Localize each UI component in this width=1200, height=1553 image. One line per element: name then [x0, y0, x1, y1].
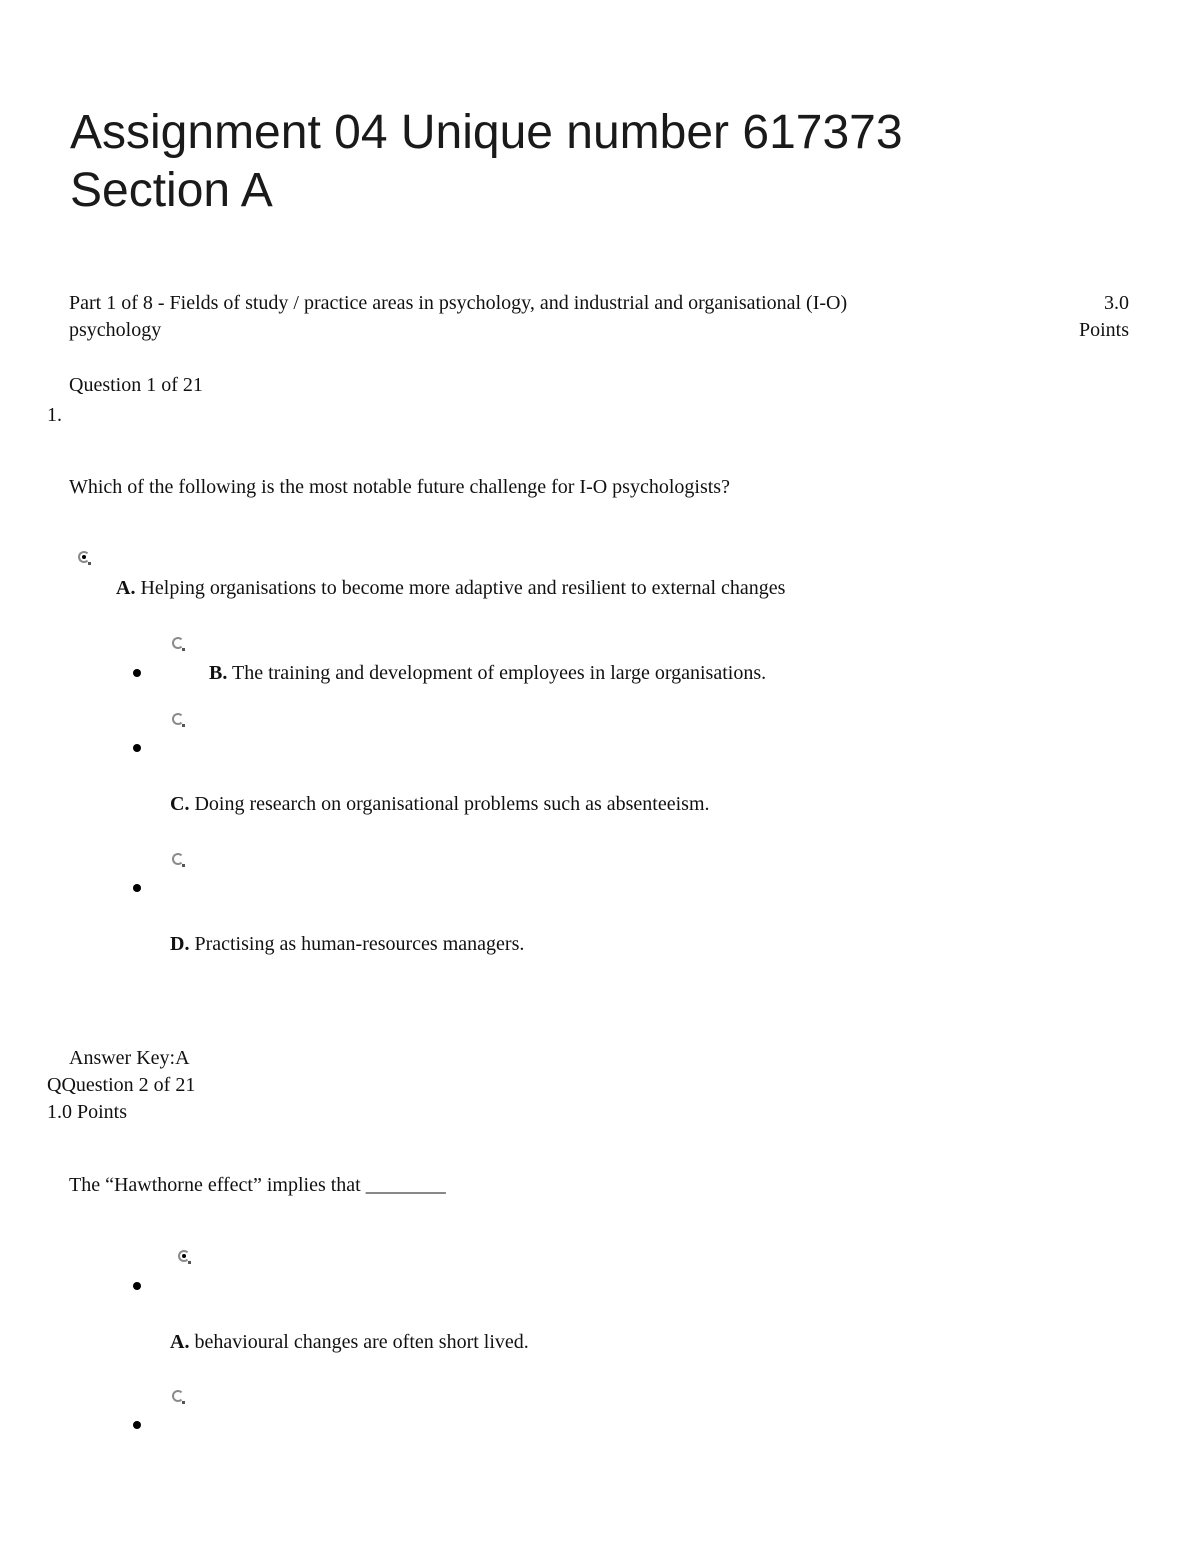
question-2-points: 1.0 Points — [47, 1101, 128, 1123]
radio-tick — [182, 648, 185, 651]
option-text: behavioural changes are often short lived. — [189, 1331, 529, 1353]
bullet-icon — [133, 884, 141, 892]
question-2-prompt: The “Hawthorne effect” implies that ________ — [69, 1174, 446, 1196]
page-title-line-2: Section A — [70, 164, 273, 217]
option-text: The training and development of employees in large organisations. — [227, 662, 767, 684]
radio-tick — [182, 724, 185, 727]
question-1-option-b-radio[interactable] — [172, 637, 184, 649]
option-letter: A. — [116, 577, 136, 599]
bullet-icon — [133, 1282, 141, 1290]
page-title-line-1: Assignment 04 Unique number 617373 — [70, 106, 903, 159]
part-points-label: Points — [1078, 319, 1129, 341]
question-1-option-a-radio[interactable] — [78, 551, 90, 563]
question-1-counter: Question 1 of 21 — [69, 374, 203, 396]
option-text: Doing research on organisational problems such as absenteeism. — [189, 793, 710, 815]
radio-tick — [188, 1261, 191, 1264]
bullet-icon — [133, 744, 141, 752]
radio-selected-dot — [82, 555, 86, 559]
question-1-prompt: Which of the following is the most notable future challenge for I-O psychologists? — [69, 476, 730, 498]
part-points-value: 3.0 — [1104, 292, 1129, 314]
option-text: Practising as human-resources managers. — [189, 933, 525, 955]
question-1-option-c — [170, 791, 710, 818]
option-letter: B. — [209, 662, 228, 684]
question-1-option-a — [116, 575, 785, 602]
option-letter: D. — [170, 933, 190, 955]
radio-tick — [182, 1401, 185, 1404]
radio-tick — [88, 562, 91, 565]
option-text: Helping organisations to become more adaptive and resilient to external changes — [135, 577, 786, 599]
question-1-answer-key: Answer Key:A — [69, 1047, 190, 1069]
option-letter: A. — [170, 1331, 190, 1353]
bullet-icon — [133, 1421, 141, 1429]
part-heading-line-1: Part 1 of 8 - Fields of study / practice areas in psychology, and industrial and organisational (I-O) — [69, 292, 848, 314]
question-1-option-d — [170, 931, 524, 958]
question-2-option-b-radio[interactable] — [172, 1390, 184, 1402]
question-2-counter: QQuestion 2 of 21 — [47, 1074, 196, 1096]
option-letter: C. — [170, 793, 190, 815]
radio-tick — [182, 864, 185, 867]
radio-selected-dot — [182, 1254, 186, 1258]
question-1-option-b — [209, 660, 766, 687]
part-heading-line-2: psychology — [69, 319, 162, 341]
question-1-number: 1. — [47, 404, 62, 426]
bullet-icon — [133, 669, 141, 677]
question-1-option-d-radio[interactable] — [172, 853, 184, 865]
question-2-option-a — [170, 1329, 529, 1356]
question-1-option-c-radio[interactable] — [172, 713, 184, 725]
question-2-option-a-radio[interactable] — [178, 1250, 190, 1262]
